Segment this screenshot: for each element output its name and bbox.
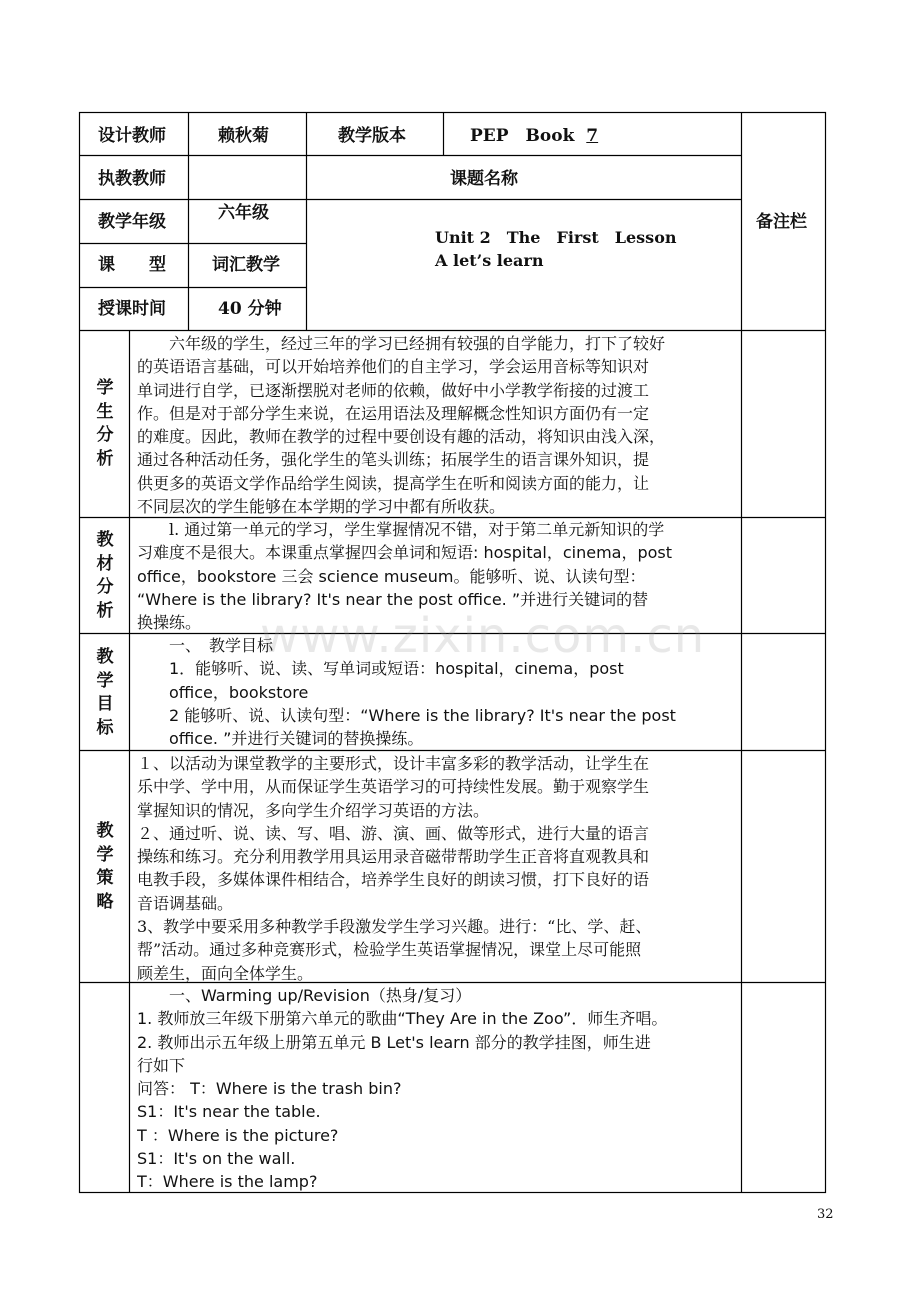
text-line: 作。但是对于部分学生来说，在运用语法及理解概念性知识方面仍有一定: [137, 403, 650, 423]
time-value: 40 分钟: [218, 299, 282, 319]
label-char: 教: [96, 821, 114, 841]
edition-value: [470, 125, 598, 148]
label-char: 学: [96, 670, 114, 691]
text-line: 六年级的学生，经过三年的学习已经拥有较强的自学能力，打下了较好: [137, 334, 666, 353]
text-line: 单词进行自学，已逐渐摆脱对老师的依赖，做好中小学教学衔接的过渡工: [137, 380, 650, 400]
text-line: office，bookstore 三会 science museum。能够听、说、认读句型：: [137, 566, 646, 586]
text-line: T ：Where is the picture?: [137, 1125, 339, 1145]
text-line: ２、通过听、说、读、写、唱、游、演、画、做等形式，进行大量的语言: [137, 823, 650, 843]
text-line: “Where is the library? It's near the post office. ”并进行关键词的替: [137, 589, 649, 609]
text-line: 1．能够听、说、读、写单词或短语：hospital，cinema，post: [137, 659, 624, 679]
text-line: 掌握知识的情况，多向学生介绍学习英语的方法。: [137, 800, 490, 820]
notes-column-label: 备注栏: [756, 212, 807, 232]
type-label: 课 型: [98, 255, 166, 275]
teacher-label: 执教教师: [98, 169, 166, 189]
text-line: 换操练。: [137, 613, 202, 633]
student-analysis-label: [80, 377, 130, 471]
label-char: 材: [96, 553, 114, 574]
text-line: 乐中学、学中用，从而保证学生英语学习的可持续性发展。勤于观察学生: [137, 777, 650, 797]
text-line: 音语调基础。: [137, 893, 234, 913]
text-line: S1：It's near the table.: [137, 1102, 321, 1122]
objectives-label: [80, 646, 130, 740]
label-char: 学: [96, 378, 114, 398]
designer-name: 赖秋菊: [218, 126, 269, 146]
text-line: 行如下: [137, 1055, 186, 1075]
grade-value: 六年级: [218, 203, 269, 223]
text-line: 问答： T：Where is the trash bin?: [137, 1079, 402, 1099]
designer-label: 设计教师: [98, 126, 166, 146]
edition-label: 教学版本: [338, 126, 406, 146]
grade-label: 教学年级: [98, 212, 166, 232]
text-line: 2. 教师出示五年级上册第五单元 B Let's learn 部分的教学挂图，师生进: [137, 1032, 651, 1052]
strategies-label: [80, 820, 130, 914]
text-line: １、以活动为课堂教学的主要形式，设计丰富多彩的教学活动，让学生在: [137, 754, 650, 773]
label-char: 标: [96, 717, 114, 738]
text-line: 一、 教学目标: [137, 636, 274, 655]
text-line: 习难度不是很大。本课重点掌握四会单词和短语: hospital，cinema，post: [137, 543, 673, 563]
label-char: 析: [96, 448, 114, 469]
text-line: l. 通过第一单元的学习，学生掌握情况不错，对于第二单元新知识的学: [137, 520, 665, 539]
topic-title-line2: A let’s learn: [435, 251, 544, 270]
text-line: 供更多的英语文学作品给学生阅读，提高学生在听和阅读方面的能力，让: [137, 473, 650, 493]
text-line: S1：It's on the wall.: [137, 1149, 296, 1169]
procedure-text: [137, 984, 737, 1194]
label-char: 策: [96, 868, 114, 888]
page-number: 32: [817, 1207, 834, 1222]
text-line: 通过各种活动任务，强化学生的笔头训练；拓展学生的语言课外知识，提: [137, 450, 650, 470]
student-analysis-text: [137, 332, 737, 518]
label-char: 略: [96, 891, 114, 912]
site-watermark: www.zixin.com.cn: [260, 608, 706, 664]
text-line: 1. 教师放三年级下册第六单元的歌曲“They Are in the Zoo”．师生齐唱。: [137, 1009, 668, 1029]
topic-title-line1: Unit 2 The First Lesson: [435, 228, 677, 247]
label-char: 教: [96, 530, 114, 550]
label-char: 目: [96, 694, 114, 714]
text-line: 2 能够听、说、认读句型：“Where is the library? It's near the post: [137, 705, 676, 725]
label-char: 学: [96, 844, 114, 865]
label-char: 分: [96, 425, 114, 445]
edition-book-number: 7: [586, 126, 599, 146]
text-line: 一、Warming up/Revision（热身/复习）: [137, 986, 472, 1005]
topic-label: 课题名称: [450, 169, 518, 189]
text-line: office. ”并进行关键词的替换操练。: [137, 729, 424, 749]
label-char: 分: [96, 577, 114, 597]
text-line: T：Where is the lamp?: [137, 1172, 318, 1192]
text-line: office，bookstore: [137, 682, 309, 702]
text-line: 操练和练习。充分利用教学用具运用录音磁带帮助学生正音将直观教具和: [137, 847, 650, 867]
time-label: 授课时间: [98, 299, 166, 319]
text-line: 帮”活动。通过多种竞赛形式，检验学生英语掌握情况，课堂上尽可能照: [137, 940, 642, 960]
material-analysis-label: [80, 529, 130, 623]
text-line: 的英语语言基础，可以开始培养他们的自主学习，学会运用音标等知识对: [137, 357, 650, 377]
label-char: 生: [96, 401, 114, 422]
text-line: 的难度。因此，教师在教学的过程中要创设有趣的活动，将知识由浅入深，: [137, 427, 666, 447]
text-line: 不同层次的学生能够在本学期的学习中都有所收获。: [137, 497, 506, 517]
objectives-text: [137, 634, 737, 750]
text-line: 3、教学中要采用多种教学手段激发学生学习兴趣。进行：“比、学、赶、: [137, 917, 652, 937]
text-line: 电教手段，多媒体课件相结合，培养学生良好的朗读习惯，打下良好的语: [137, 870, 650, 890]
label-char: 析: [96, 600, 114, 621]
label-char: 教: [96, 647, 114, 667]
edition-name: PEP Book: [470, 126, 575, 146]
strategies-text: [137, 752, 737, 985]
text-line: 顾差生，面向全体学生。: [137, 963, 314, 983]
type-value: 词汇教学: [212, 255, 280, 275]
